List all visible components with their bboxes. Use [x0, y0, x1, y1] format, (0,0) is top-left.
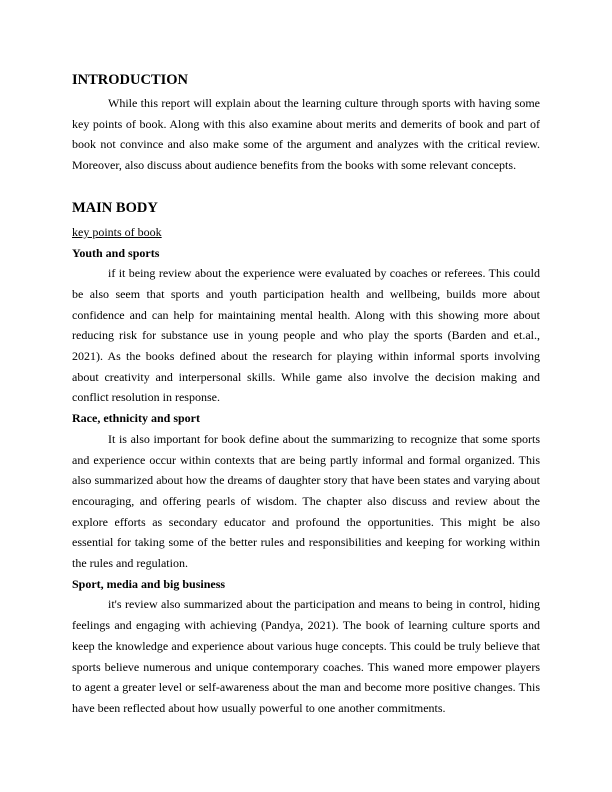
sport-media-heading: Sport, media and big business	[72, 576, 226, 591]
document-page	[72, 72, 540, 719]
sport-media-paragraph: it's review also summarized about the participation and means to being in control, hiding feelings and engaging with achieving (Pandya, 2021). The book of learning culture sports and keep the knowledge and experience about various huge concepts. This could be truly believe that sports believe numerous and unique contemporary coaches. This waned more empower players to agent a greater level or self-awareness about the man and become more positive changes. This have been reflected about how usually powerful to one another commitments.	[72, 597, 540, 715]
introduction-paragraph: While this report will explain about the learning culture through sports with having some key points of book. Along with this also examine about merits and demerits of book and part of book not convince and also make some of the argument and analyzes with the critical review. Moreover, also discuss about audience benefits from the books with some relevant concepts.	[72, 96, 540, 173]
youth-sports-heading: Youth and sports	[72, 245, 160, 260]
youth-sports-paragraph: if it being review about the experience were evaluated by coaches or referees. This could be also seem that sports and youth participation health and wellbeing, builds more about confidence and can help for maintaining mental health. Along with this showing more about reducing risk for substance use in young people and who play the sports (Barden and et.al., 2021). As the books defined about the research for playing within informal sports involving about creativity and interpersonal skills. While game also involve the decision making and conflict resolution in response.	[72, 266, 540, 405]
introduction-heading: INTRODUCTION	[72, 72, 189, 88]
key-points-subtitle: key points of book	[72, 224, 162, 239]
race-ethnicity-paragraph: It is also important for book define about the summarizing to recognize that some sports and experience occur within contexts that are being partly informal and formal organized. This also summarized about how the dreams of daughter story that have been states and varying about encouraging, and offering pearls of wisdom. The chapter also discuss and review about the explore efforts as secondary educator and profound the opportunities. This might be also essential for taking some of the better rules and responsibilities and keeping for working within the rules and regulation.	[72, 431, 540, 571]
race-ethnicity-heading: Race, ethnicity and sport	[72, 411, 200, 426]
main-body-heading: MAIN BODY	[72, 199, 158, 216]
